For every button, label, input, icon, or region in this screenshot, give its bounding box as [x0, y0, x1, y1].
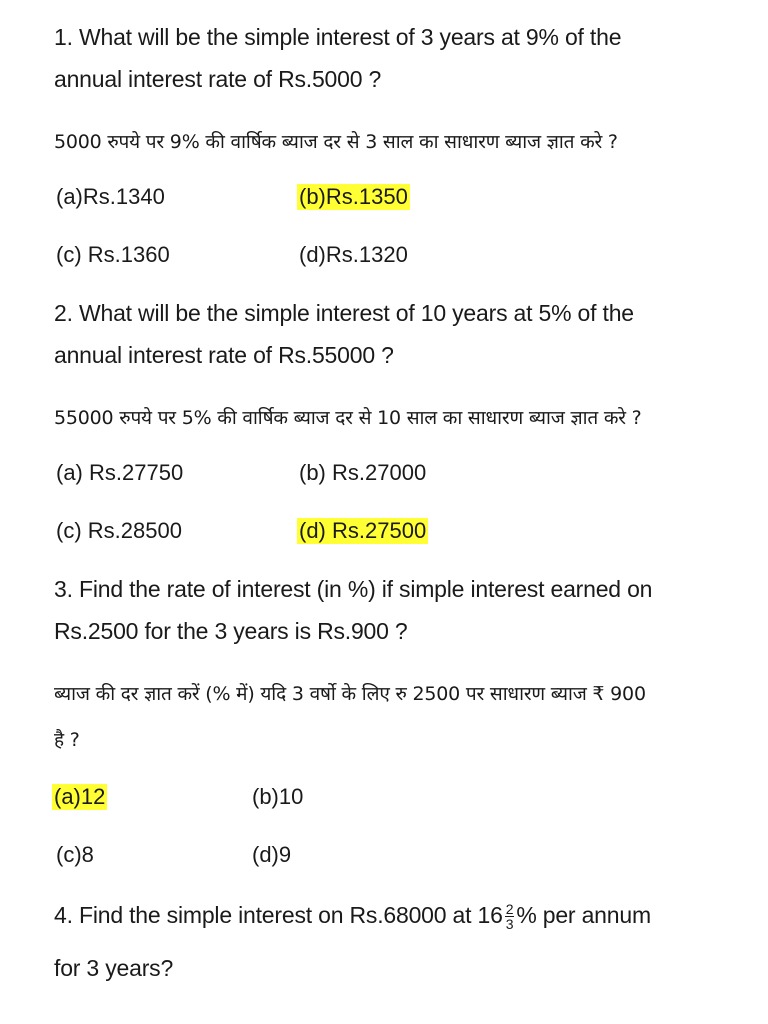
q1-text-line2: annual interest rate of Rs.5000 ?: [54, 66, 382, 92]
q1-text-line1: 1. What will be the simple interest of 3 years at 9% of the: [54, 24, 622, 50]
q2-option-c: (c) Rs.28500: [56, 518, 182, 543]
q2-text-line2: annual interest rate of Rs.55000 ?: [54, 342, 394, 368]
q4-fraction-numerator: 2: [505, 901, 514, 918]
q1-hindi-text: 5000 रुपये पर 9% की वार्षिक ब्याज दर से 3 साल का साधारण ब्याज ज्ञात करे ?: [54, 131, 618, 153]
q3-option-b: (b)10: [252, 784, 304, 809]
q3-hindi-text-line2: है ?: [54, 729, 80, 751]
q4-fraction-denominator: 3: [505, 916, 514, 933]
q4-text-line1: [54, 902, 651, 931]
q3-option-a-answer: (a)12: [54, 784, 106, 809]
q4-text-post: % per annum: [516, 902, 651, 928]
q4-text-pre: 4. Find the simple interest on Rs.68000 at 16: [54, 902, 503, 928]
q3-option-c: (c)8: [56, 842, 94, 867]
q2-option-a: (a) Rs.27750: [56, 460, 184, 485]
q3-text-line2: Rs.2500 for the 3 years is Rs.900 ?: [54, 618, 408, 644]
q2-option-d-answer: (d) Rs.27500: [299, 518, 427, 543]
q2-hindi-text: 55000 रुपये पर 5% की वार्षिक ब्याज दर से 10 साल का साधारण ब्याज ज्ञात करे ?: [54, 407, 642, 429]
q2-option-b: (b) Rs.27000: [299, 460, 427, 485]
q3-option-d: (d)9: [252, 842, 292, 867]
q1-option-d: (d)Rs.1320: [299, 242, 408, 267]
q1-option-c: (c) Rs.1360: [56, 242, 170, 267]
q2-text-line1: 2. What will be the simple interest of 10 years at 5% of the: [54, 300, 634, 326]
q3-hindi-text-line1: ब्याज की दर ज्ञात करें (% में) यदि 3 वर्षो के लिए रु 2500 पर साधारण ब्याज ₹ 900: [54, 683, 646, 705]
q4-text-line2: for 3 years?: [54, 955, 174, 981]
q1-option-a: (a)Rs.1340: [56, 184, 165, 209]
q1-option-b-answer: (b)Rs.1350: [299, 184, 408, 209]
q4-fraction: [505, 902, 515, 931]
q3-text-line1: 3. Find the rate of interest (in %) if simple interest earned on: [54, 576, 653, 602]
